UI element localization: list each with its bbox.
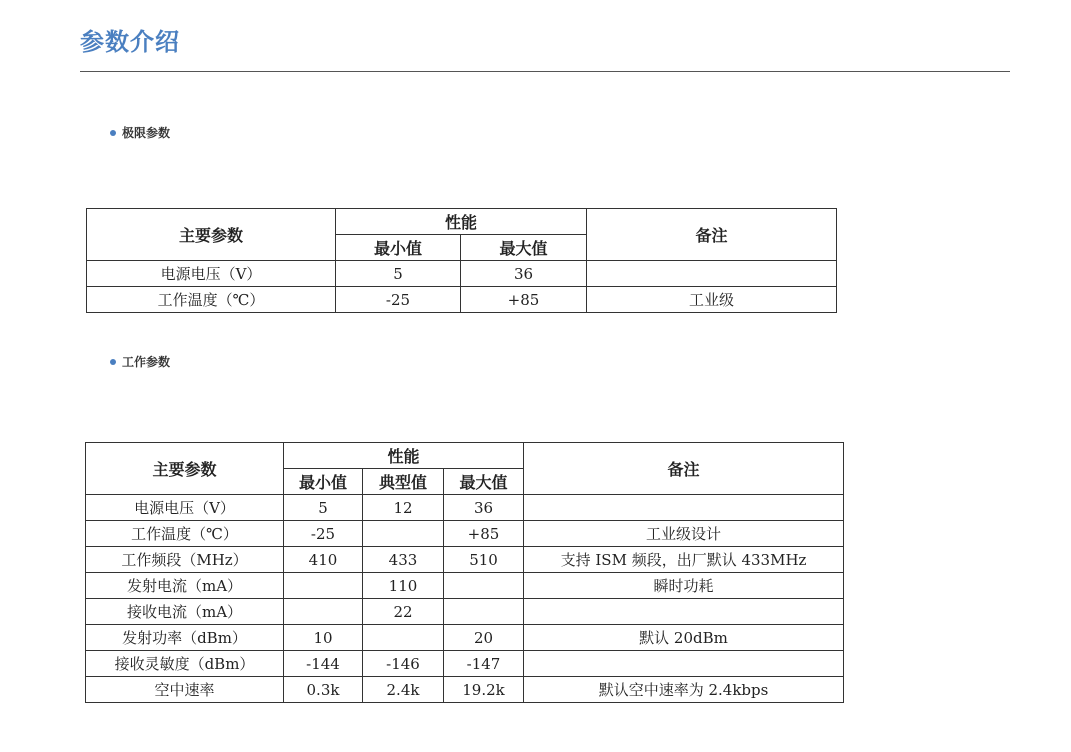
operating-section-title: 工作参数 [122,355,171,369]
cell-param: 接收电流（mA） [86,599,284,625]
cell-remark: 默认 20dBm [524,625,844,651]
cell-min: 5 [284,495,363,521]
cell-remark [524,599,844,625]
cell-max: 36 [444,495,524,521]
cell-max [444,599,524,625]
table-row [87,261,837,287]
cell-remark: 瞬时功耗 [524,573,844,599]
cell-max: +85 [461,287,587,313]
cell-remark: 默认空中速率为 2.4kbps [524,677,844,703]
page-title: 参数介绍 [80,28,180,56]
table-row [86,677,844,703]
cell-min: 0.3k [284,677,363,703]
cell-remark [587,261,837,287]
table-row [86,651,844,677]
cell-typical: 12 [363,495,444,521]
table-row [86,547,844,573]
table-row [86,625,844,651]
cell-min: -25 [284,521,363,547]
title-divider [80,71,1010,72]
cell-min: -144 [284,651,363,677]
cell-min: -25 [336,287,461,313]
header-main-param: 主要参数 [87,209,336,261]
table-header-row [87,209,837,235]
table-row [87,287,837,313]
cell-param: 电源电压（V） [86,495,284,521]
limit-parameters-table [86,208,837,313]
cell-max: 510 [444,547,524,573]
cell-max: 20 [444,625,524,651]
table-row [86,495,844,521]
cell-param: 发射功率（dBm） [86,625,284,651]
cell-max: 36 [461,261,587,287]
header-performance: 性能 [336,209,587,235]
cell-param: 接收灵敏度（dBm） [86,651,284,677]
cell-remark: 工业级设计 [524,521,844,547]
cell-remark [524,495,844,521]
header-remark: 备注 [587,209,837,261]
header-max: 最大值 [461,235,587,261]
cell-typical: 2.4k [363,677,444,703]
cell-min [284,599,363,625]
operating-section-heading [110,353,170,370]
cell-min: 5 [336,261,461,287]
header-typical: 典型值 [363,469,444,495]
cell-max: 19.2k [444,677,524,703]
cell-param: 工作温度（℃） [86,521,284,547]
table-row [86,599,844,625]
limit-section-heading [110,124,170,141]
cell-typical [363,625,444,651]
header-main-param: 主要参数 [86,443,284,495]
cell-min: 410 [284,547,363,573]
cell-param: 发射电流（mA） [86,573,284,599]
header-min: 最小值 [284,469,363,495]
cell-typical: 22 [363,599,444,625]
cell-param: 空中速率 [86,677,284,703]
cell-remark: 工业级 [587,287,837,313]
table-header-row [86,443,844,469]
bullet-icon [110,359,116,365]
table-row [86,573,844,599]
header-remark: 备注 [524,443,844,495]
cell-min [284,573,363,599]
cell-param: 电源电压（V） [87,261,336,287]
cell-min: 10 [284,625,363,651]
cell-typical: 433 [363,547,444,573]
table-row [86,521,844,547]
cell-param: 工作温度（℃） [87,287,336,313]
header-max: 最大值 [444,469,524,495]
bullet-icon [110,130,116,136]
cell-typical [363,521,444,547]
header-performance: 性能 [284,443,524,469]
cell-param: 工作频段（MHz） [86,547,284,573]
cell-remark [524,651,844,677]
cell-max: -147 [444,651,524,677]
cell-remark: 支持 ISM 频段，出厂默认 433MHz [524,547,844,573]
operating-parameters-table [85,442,844,703]
header-min: 最小值 [336,235,461,261]
cell-typical: -146 [363,651,444,677]
limit-section-title: 极限参数 [122,126,171,140]
cell-max: +85 [444,521,524,547]
cell-typical: 110 [363,573,444,599]
cell-max [444,573,524,599]
